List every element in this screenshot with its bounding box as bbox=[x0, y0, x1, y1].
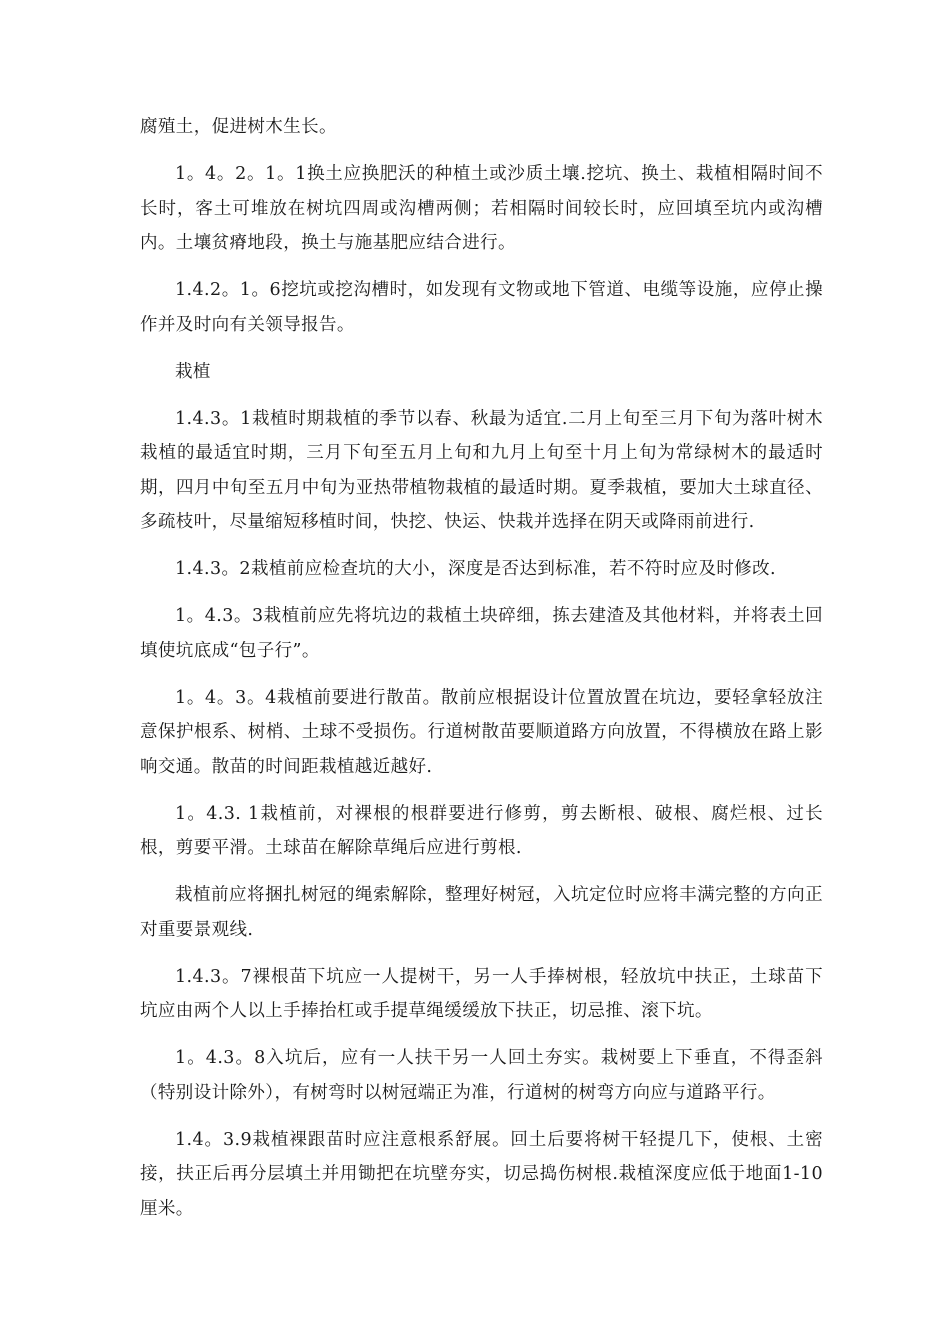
paragraph-continuation: 腐殖土，促进树木生长。 bbox=[140, 117, 337, 137]
paragraph-1-4-2-1-6: 1.4.2。1。6挖坑或挖沟槽时，如发现有文物或地下管道、电缆等设施，应停止操作并及时向有关领导报告。 bbox=[140, 280, 823, 335]
paragraph-1-4-3-5: 1。4.3. 1栽植前，对裸根的根群要进行修剪，剪去断根、破根、腐烂根、过长根，剪要平滑。土球苗在解除草绳后应进行剪根. bbox=[140, 803, 823, 858]
paragraph-1-4-3-7: 1.4.3。7裸根苗下坑应一人提树干，另一人手捧树根，轻放坑中扶正，土球苗下坑应由两个人以上手捧抬杠或手提草绳缓缓放下扶正，切忌推、滚下坑。 bbox=[140, 966, 823, 1021]
document-body bbox=[140, 110, 823, 1239]
paragraph-1-4-3-8: 1。4.3。8入坑后，应有一人扶干另一人回土夯实。栽树要上下垂直，不得歪斜（特别设计除外），有树弯时以树冠端正为准，行道树的树弯方向应与道路平行。 bbox=[140, 1048, 823, 1103]
section-heading-planting: 栽植 bbox=[175, 361, 211, 382]
paragraph-1-4-3-3: 1。4.3。3栽植前应先将坑边的栽植土块碎细，拣去建渣及其他材料，并将表土回填使坑底成“包子行”。 bbox=[140, 606, 823, 661]
paragraph-1-4-3-1: 1.4.3。1栽植时期栽植的季节以春、秋最为适宜.二月上旬至三月下旬为落叶树木栽植的最适宜时期，三月下旬至五月上旬和九月上旬至十月上旬为常绿树木的最适时期，四月中旬至五月中旬为亚热带植物栽植的最适时期。夏季栽植，要加大土球直径、多疏枝叶，尽量缩短移植时间，快挖、快运、快栽并选择在阴天或降雨前进行. bbox=[140, 408, 823, 532]
paragraph-1-4-3-4: 1。4。3。4栽植前要进行散苗。散前应根据设计位置放置在坑边，要轻拿轻放注意保护根系、树梢、土球不受损伤。行道树散苗要顺道路方向放置，不得横放在路上影响交通。散苗的时间距栽植越近越好. bbox=[140, 687, 823, 777]
paragraph-1-4-3-9: 1.4。3.9栽植裸跟苗时应注意根系舒展。回土后要将树干轻提几下，使根、土密接，扶正后再分层填土并用锄把在坑壁夯实，切忌捣伤树根.栽植深度应低于地面1-10厘米。 bbox=[140, 1129, 823, 1219]
paragraph-1-4-3-2: 1.4.3。2栽植前应检查坑的大小，深度是否达到标准，若不符时应及时修改. bbox=[175, 559, 777, 579]
paragraph-1-4-2-1-1: 1。4。2。1。1换土应换肥沃的种植土或沙质土壤.挖坑、换土、栽植相隔时间不长时，客土可堆放在树坑四周或沟槽两侧；若相隔时间较长时，应回填至坑内或沟槽内。土壤贫瘠地段，换土与施基肥应结合进行。 bbox=[140, 164, 823, 253]
paragraph-1-4-3-6: 栽植前应将捆扎树冠的绳索解除，整理好树冠，入坑定位时应将丰满完整的方向正对重要景观线. bbox=[140, 885, 823, 940]
